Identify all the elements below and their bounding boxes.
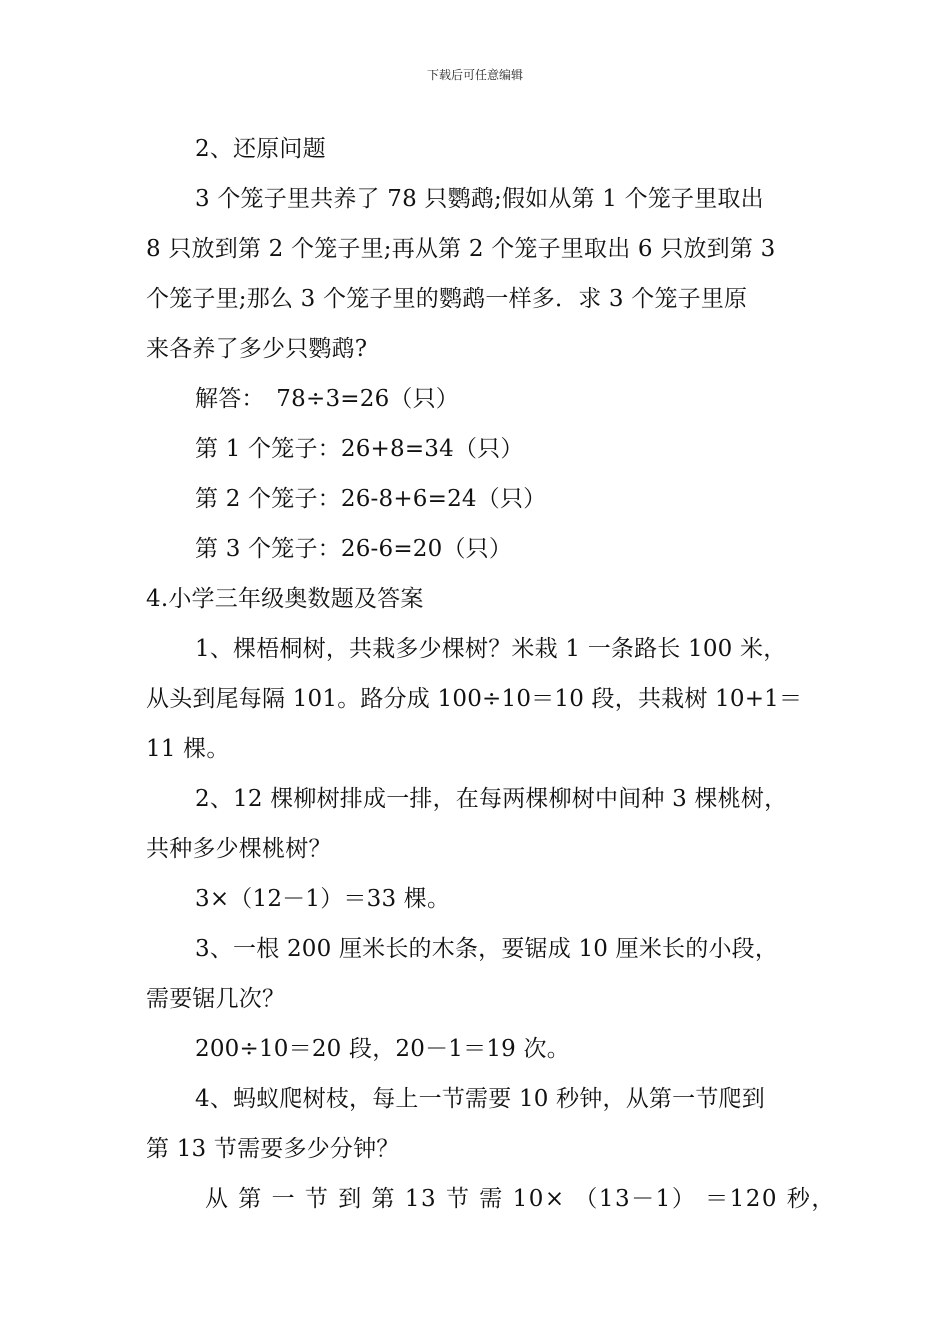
paragraph-line: 11 棵。 bbox=[146, 736, 230, 762]
paragraph-line: 4、蚂蚁爬树枝，每上一节需要 10 秒钟，从第一节爬到 bbox=[195, 1086, 765, 1112]
answer-line: 第 2 个笼子：26-8+6=24（只） bbox=[195, 486, 547, 512]
answer-line: 3×（12－1）＝33 棵。 bbox=[195, 886, 451, 912]
paragraph-line: 个笼子里;那么 3 个笼子里的鹦鹉一样多．求 3 个笼子里原 bbox=[146, 286, 748, 312]
answer-line: 200÷10＝20 段，20－1＝19 次。 bbox=[195, 1036, 570, 1062]
paragraph-line: 需要锯几次？ bbox=[146, 986, 286, 1012]
page-header: 下载后可任意编辑 bbox=[426, 68, 523, 82]
paragraph-line: 共种多少棵桃树？ bbox=[146, 836, 332, 862]
paragraph-line: 从头到尾每隔 101。路分成 100÷10＝10 段，共栽树 10+1＝ bbox=[146, 686, 803, 712]
answer-line: 解答： 78÷3=26（只） bbox=[195, 386, 460, 412]
paragraph-line: 来各养了多少只鹦鹉? bbox=[146, 336, 368, 362]
paragraph-line: 8 只放到第 2 个笼子里;再从第 2 个笼子里取出 6 只放到第 3 bbox=[146, 236, 776, 262]
answer-line: 第 3 个笼子：26-6=20（只） bbox=[195, 536, 513, 562]
paragraph-line: 1、棵梧桐树，共栽多少棵树？米栽 1 一条路长 100 米， bbox=[195, 636, 787, 662]
paragraph-line: 2、12 棵柳树排成一排，在每两棵柳树中间种 3 棵桃树， bbox=[195, 786, 788, 812]
answer-line: 第 1 个笼子：26+8=34（只） bbox=[195, 436, 524, 462]
paragraph-line: 3、一根 200 厘米长的木条，要锯成 10 厘米长的小段， bbox=[195, 936, 779, 962]
section-title: 4.小学三年级奥数题及答案 bbox=[146, 586, 424, 612]
paragraph-line: 3 个笼子里共养了 78 只鹦鹉;假如从第 1 个笼子里取出 bbox=[195, 186, 764, 212]
section-heading: 2、还原问题 bbox=[195, 136, 326, 162]
answer-line: 从 第 一 节 到 第 13 节 需 10× （13－1） ＝120 秒， bbox=[205, 1186, 836, 1212]
paragraph-line: 第 13 节需要多少分钟？ bbox=[146, 1136, 400, 1162]
